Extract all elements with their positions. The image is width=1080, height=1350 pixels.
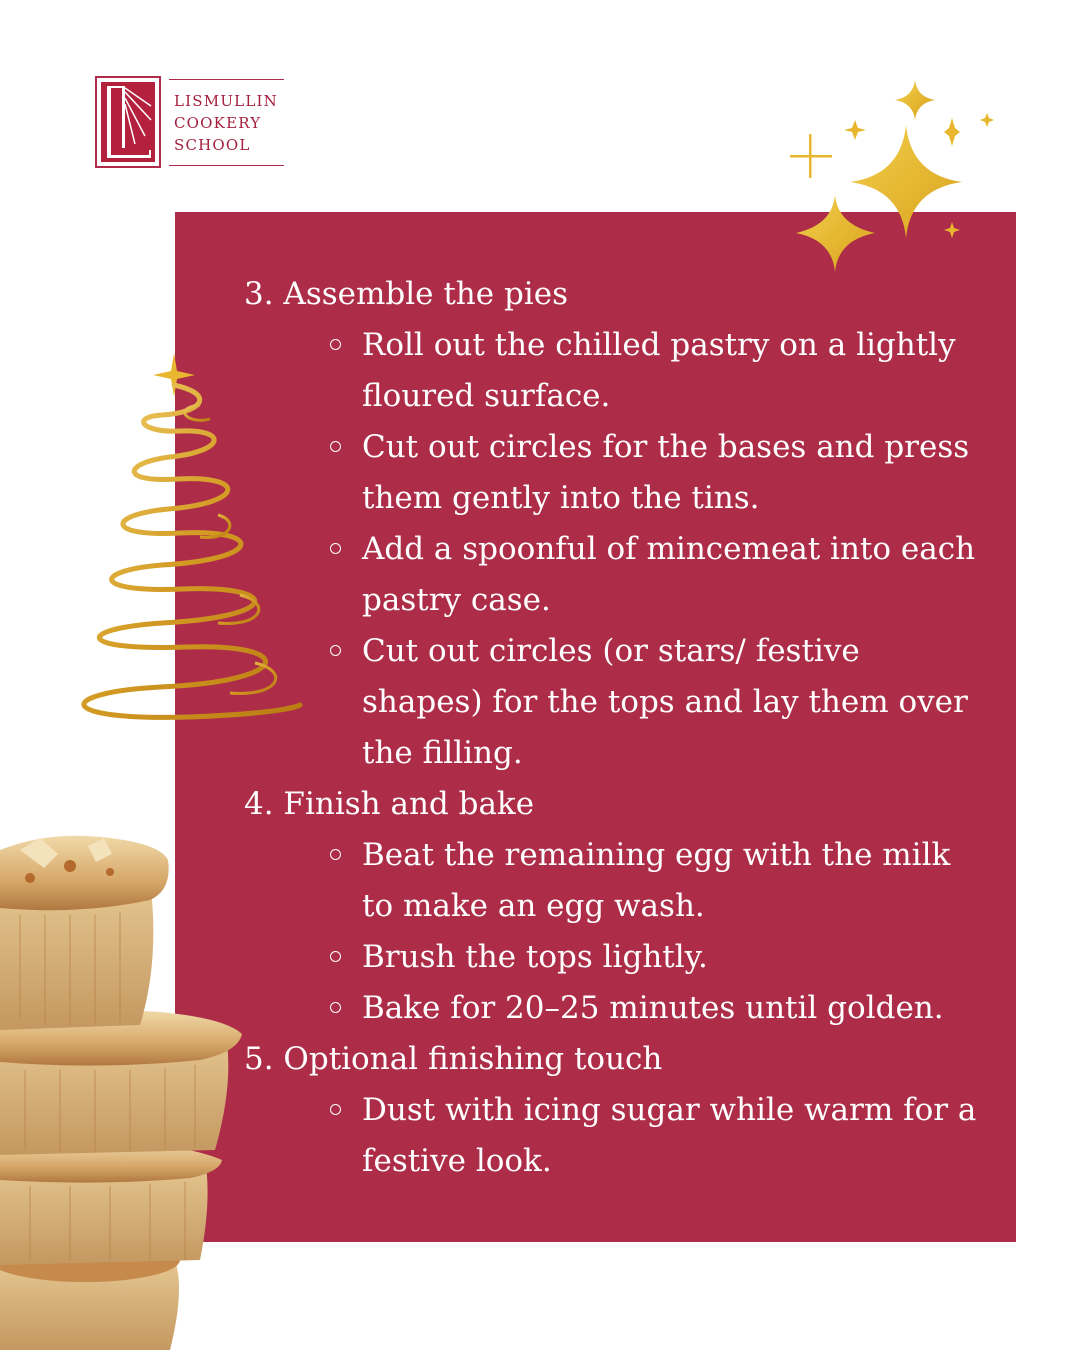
list-item: Roll out the chilled pastry on a lightly floured surface.: [362, 320, 984, 422]
circle-bullet-icon: [330, 645, 341, 656]
circle-bullet-icon: [330, 543, 341, 554]
step-4: [244, 779, 984, 1034]
step-title: 4. Finish and bake: [244, 786, 535, 822]
sparkle-stars-icon: [780, 70, 1010, 280]
step-title: 5. Optional finishing touch: [244, 1041, 663, 1077]
list-item: Add a spoonful of mincemeat into each pastry case.: [362, 524, 984, 626]
step-bullets: [244, 320, 984, 779]
step-bullets: [244, 1085, 984, 1187]
circle-bullet-icon: [330, 1104, 341, 1115]
circle-bullet-icon: [330, 1002, 341, 1013]
step-3: [244, 269, 984, 779]
step-title: 3. Assemble the pies: [244, 276, 568, 312]
logo-line-1: LISMULLIN: [174, 92, 278, 110]
recipe-steps: [244, 269, 984, 1187]
logo-wordmark: [174, 90, 278, 156]
circle-bullet-icon: [330, 951, 341, 962]
circle-bullet-icon: [330, 849, 341, 860]
mince-pies-stack-image: [0, 820, 245, 1350]
logo-line-3: SCHOOL: [174, 136, 251, 154]
logo-line-2: COOKERY: [174, 114, 262, 132]
school-logo: [95, 76, 295, 168]
logo-top-rule: [169, 79, 284, 80]
step-5: [244, 1034, 984, 1187]
circle-bullet-icon: [330, 339, 341, 350]
list-item: Dust with icing sugar while warm for a festive look.: [362, 1085, 984, 1187]
step-bullets: [244, 830, 984, 1034]
logo-emblem-icon: [95, 76, 161, 168]
list-item: Bake for 20–25 minutes until golden.: [362, 983, 984, 1034]
circle-bullet-icon: [330, 441, 341, 452]
logo-bottom-rule: [169, 165, 284, 166]
list-item: Cut out circles for the bases and press them gently into the tins.: [362, 422, 984, 524]
list-item: Beat the remaining egg with the milk to make an egg wash.: [362, 830, 984, 932]
list-item: Brush the tops lightly.: [362, 932, 984, 983]
list-item: Cut out circles (or stars/ festive shapes) for the tops and lay them over the filling.: [362, 626, 984, 779]
